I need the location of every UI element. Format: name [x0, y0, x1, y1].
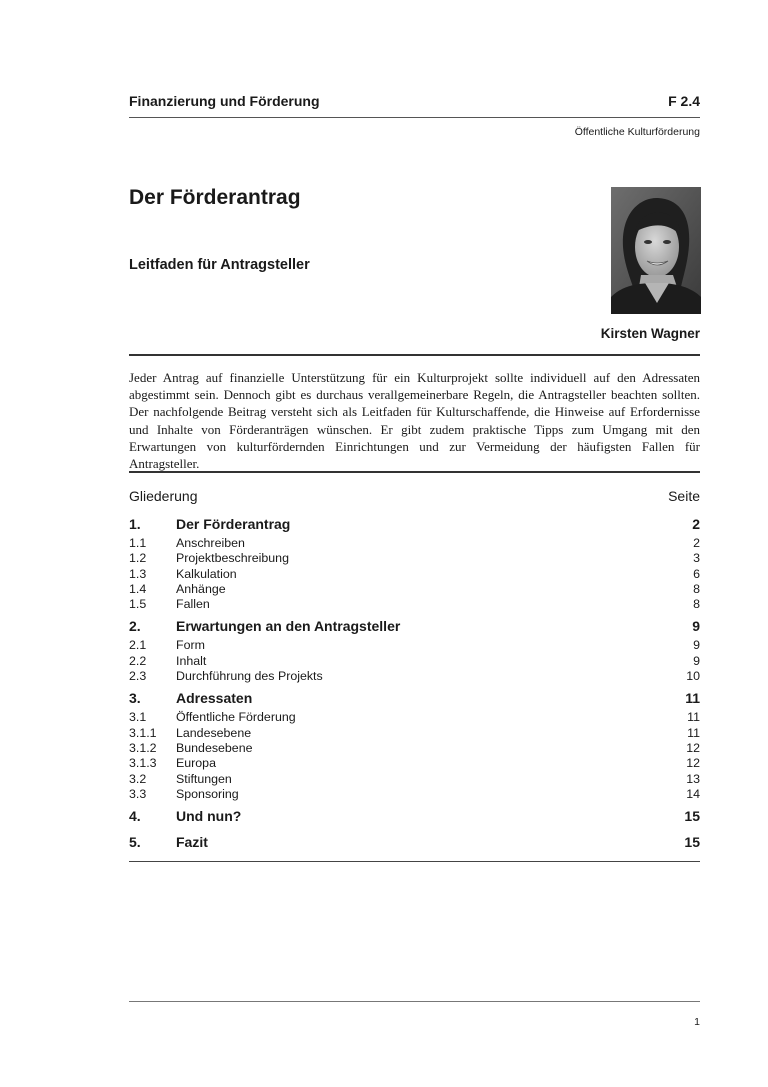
toc-entry-number: 1.3: [129, 566, 147, 581]
toc-entry[interactable]: [129, 567, 700, 582]
author-photo: [611, 187, 701, 314]
toc-entry-title: Inhalt: [176, 653, 207, 668]
toc-entry[interactable]: [129, 756, 700, 771]
toc-entry-page: 14: [686, 786, 700, 801]
toc-entry-page: 9: [693, 653, 700, 668]
toc-entry-title: Stiftungen: [176, 771, 232, 786]
toc-entry-number: 2.1: [129, 638, 147, 653]
toc-section[interactable]: [129, 618, 700, 638]
toc-entry-page: 8: [693, 597, 700, 612]
toc-entry-number: 3.1.3: [129, 756, 157, 771]
toc-entry-page: 12: [686, 740, 700, 755]
article-subtitle: Leitfaden für Antragsteller: [129, 257, 310, 273]
abstract-bottom-rule: [129, 471, 700, 473]
toc-section[interactable]: [129, 808, 700, 828]
toc-entry[interactable]: [129, 787, 700, 802]
toc-section[interactable]: [129, 516, 700, 536]
toc-entry-number: 1.4: [129, 581, 147, 596]
toc-entry-number: 2.2: [129, 653, 147, 668]
toc-page-heading: Seite: [668, 488, 700, 504]
toc-entry[interactable]: [129, 669, 700, 684]
toc-entry-page: 9: [693, 638, 700, 653]
toc-entry-number: 1.5: [129, 597, 147, 612]
running-header: [129, 93, 700, 109]
toc-entry-title: Durchführung des Projekts: [176, 669, 323, 684]
header-section-code: F 2.4: [668, 93, 700, 109]
toc-entry-number: 3.1.1: [129, 725, 157, 740]
toc-entry-title: Europa: [176, 756, 216, 771]
toc-entry-title: Bundesebene: [176, 740, 253, 755]
toc-section-title: Adressaten: [176, 690, 253, 707]
toc-entry[interactable]: [129, 726, 700, 741]
toc-entry[interactable]: [129, 741, 700, 756]
toc-entry-page: 10: [686, 669, 700, 684]
toc-entry[interactable]: [129, 772, 700, 787]
table-of-contents: [129, 516, 700, 854]
toc-section-title: Fazit: [176, 834, 208, 851]
toc-entry-number: 3.3: [129, 786, 147, 801]
footer-rule: [129, 1001, 700, 1002]
toc-entry-page: 13: [686, 771, 700, 786]
abstract-top-rule: [129, 354, 700, 356]
toc-section[interactable]: [129, 690, 700, 710]
toc-section-number: 4.: [129, 808, 141, 825]
toc-entry[interactable]: [129, 582, 700, 597]
toc-section-page: 11: [685, 690, 700, 707]
toc-entry-page: 2: [693, 536, 700, 550]
toc-entry-page: 11: [687, 710, 700, 725]
toc-section-number: 3.: [129, 690, 141, 707]
header-subsection: Öffentliche Kulturförderung: [574, 126, 700, 138]
toc-section-title: Der Förderantrag: [176, 516, 291, 532]
toc-entry-title: Fallen: [176, 597, 210, 612]
toc-entry[interactable]: [129, 551, 700, 566]
toc-section[interactable]: [129, 834, 700, 854]
article-title: Der Förderantrag: [129, 186, 301, 209]
toc-heading: Gliederung: [129, 488, 198, 504]
toc-entry-title: Form: [176, 638, 205, 653]
toc-section-page: 9: [692, 618, 700, 635]
toc-entry-number: 1.2: [129, 551, 147, 566]
toc-entry[interactable]: [129, 710, 700, 725]
header-rule: [129, 117, 700, 118]
toc-entry[interactable]: [129, 597, 700, 612]
toc-entry-title: Anschreiben: [176, 536, 245, 550]
toc-entry-number: 2.3: [129, 669, 147, 684]
toc-section-page: 15: [684, 808, 700, 825]
toc-section-title: Und nun?: [176, 808, 242, 825]
toc-entry-page: 12: [686, 756, 700, 771]
toc-section-number: 1.: [129, 516, 141, 532]
toc-entry-number: 1.1: [129, 536, 147, 550]
toc-heading-row: [129, 488, 700, 504]
toc-entry-number: 3.2: [129, 771, 147, 786]
toc-entry[interactable]: [129, 638, 700, 653]
toc-section-number: 2.: [129, 618, 141, 635]
toc-entry[interactable]: [129, 536, 700, 551]
toc-entry-title: Anhänge: [176, 581, 226, 596]
page-number: 1: [694, 1016, 700, 1028]
toc-entry-page: 3: [693, 551, 700, 566]
toc-section-number: 5.: [129, 834, 141, 851]
toc-entry-title: Öffentliche Förderung: [176, 710, 296, 725]
toc-section-title: Erwartungen an den Antragsteller: [176, 618, 401, 635]
toc-entry[interactable]: [129, 654, 700, 669]
author-name: Kirsten Wagner: [600, 326, 700, 341]
toc-section-page: 2: [692, 516, 700, 532]
toc-entry-number: 3.1: [129, 710, 147, 725]
toc-entry-title: Landesebene: [176, 725, 252, 740]
toc-entry-page: 8: [693, 581, 700, 596]
toc-section-page: 15: [684, 834, 700, 851]
toc-entry-page: 6: [693, 566, 700, 581]
abstract-text: Jeder Antrag auf finanzielle Unterstützung für ein Kulturprojekt sollte individuell auf den Adressaten abgestimmt sein. Dennoch gibt es durchaus verallgemeinerbare Regeln, die Antragsteller beachten sollten. Der nachfolgende Beitrag versteht sich als Leitfaden für Kulturschaffende, die Hinweise auf Erfordernisse und Inhalte von Förderanträgen wünschen. Er gibt zudem praktische Tipps zum Umgang mit den Erwartungen von kulturfördernden Einrichtungen und zur Vermeidung der häufigsten Fallen für Antragsteller.: [129, 370, 700, 472]
toc-entry-page: 11: [687, 725, 700, 740]
toc-entry-title: Sponsoring: [176, 786, 239, 801]
toc-entry-title: Projektbeschreibung: [176, 551, 289, 566]
toc-entry-title: Kalkulation: [176, 566, 237, 581]
toc-bottom-rule: [129, 861, 700, 862]
toc-entry-number: 3.1.2: [129, 740, 157, 755]
header-chapter: Finanzierung und Förderung: [129, 93, 320, 109]
document-page: [129, 0, 700, 1087]
